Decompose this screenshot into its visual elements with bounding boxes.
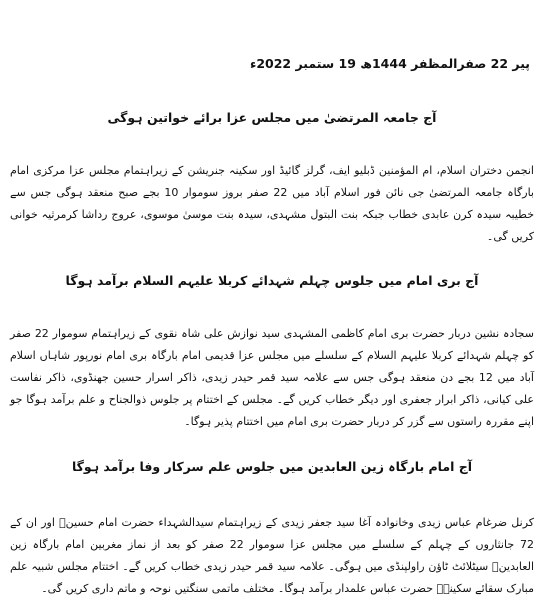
dateline: پیر 22 صفرالمظفر 1444ھ 19 ستمبر 2022ء xyxy=(249,56,530,71)
section-heading-zainul-abideen-procession: آج امام بارگاہ زین العابدین میں جلوس علم سرکار وفا برآمد ہوگا xyxy=(71,459,473,474)
section-heading-bari-imam-procession: آج بری امام میں جلوس چہلم شہدائے کربلا علیہم السلام برآمد ہوگا xyxy=(65,273,479,288)
section-body-zainul-abideen-procession: کرنل ضرغام عباس زیدی وخانوادہ آغا سید جعفر زیدی کے زیراہتمام سیدالشہداء حضرت امام حسینؑ اور ان کے 72 جانثاروں کے چہلم کے سلسلے میں مجلس عزا سوموار 22 صفر کو بعد از نماز مغربین امام بارگاہ زین العابدینؑ سیٹلائٹ ٹاؤن راولپنڈی میں ہوگی۔ علامہ سید قمر حیدر زیدی خطاب کریں گے۔ اختتام مجلس شبیہ علم مبارک سقائے سکینہؑ حضرت عباس علمدار برآمد ہوگا۔ مختلف ماتمی سنگتیں نوحہ و ماتم داری کریں گی۔ xyxy=(10,516,534,595)
section-body-bari-imam-procession: سجادہ نشین دربار حضرت بری امام کاظمی المشہدی سید نوازش علی شاہ نقوی کے زیراہتمام سوموار 22 صفر کو چہلم شہدائے کربلا علیہم السلام کے سلسلے میں مجلس عزا قدیمی امام بارگاہ بری امام نورپور شاہاں اسلام آباد میں 12 بجے دن منعقد ہوگی جس سے علامہ سید قمر حیدر زیدی، ذاکر اسرار حسین جھنڈوی، ذاکر نفاست علی کیانی، ذاکر ابرار جعفری اور دیگر خطاب کریں گے۔ مجلس کے اختتام پر جلوس ذوالجناح و علم برآمد ہوگا جو اپنے مقررہ راستوں سے گزر کر دربار حضرت بری امام میں اختتام پذیر ہوگا۔ xyxy=(10,327,534,428)
section-heading-women-majlis: آج جامعہ المرتضیٰ میں مجلس عزا برائے خواتین ہوگی xyxy=(107,110,437,125)
section-body-women-majlis: انجمن دختران اسلام، ام المؤمنین ڈبلیو ایف، گرلز گائیڈ اور سکینہ جنریشن کے زیراہتمام مجلس عزا مرکزی امام بارگاہ جامعہ المرتضیٰ جی نائن فور اسلام آباد میں 22 صفر بروز سوموار 10 بجے صبح منعقد ہوگی جس سے خطیبہ سیدہ کرن عابدی خطاب جبکہ بنت البتول مشہدی، سیدہ بنت موسیٰ موسوی، عروج رداشا کرمرثیہ خوانی کریں گی۔ xyxy=(10,164,534,243)
